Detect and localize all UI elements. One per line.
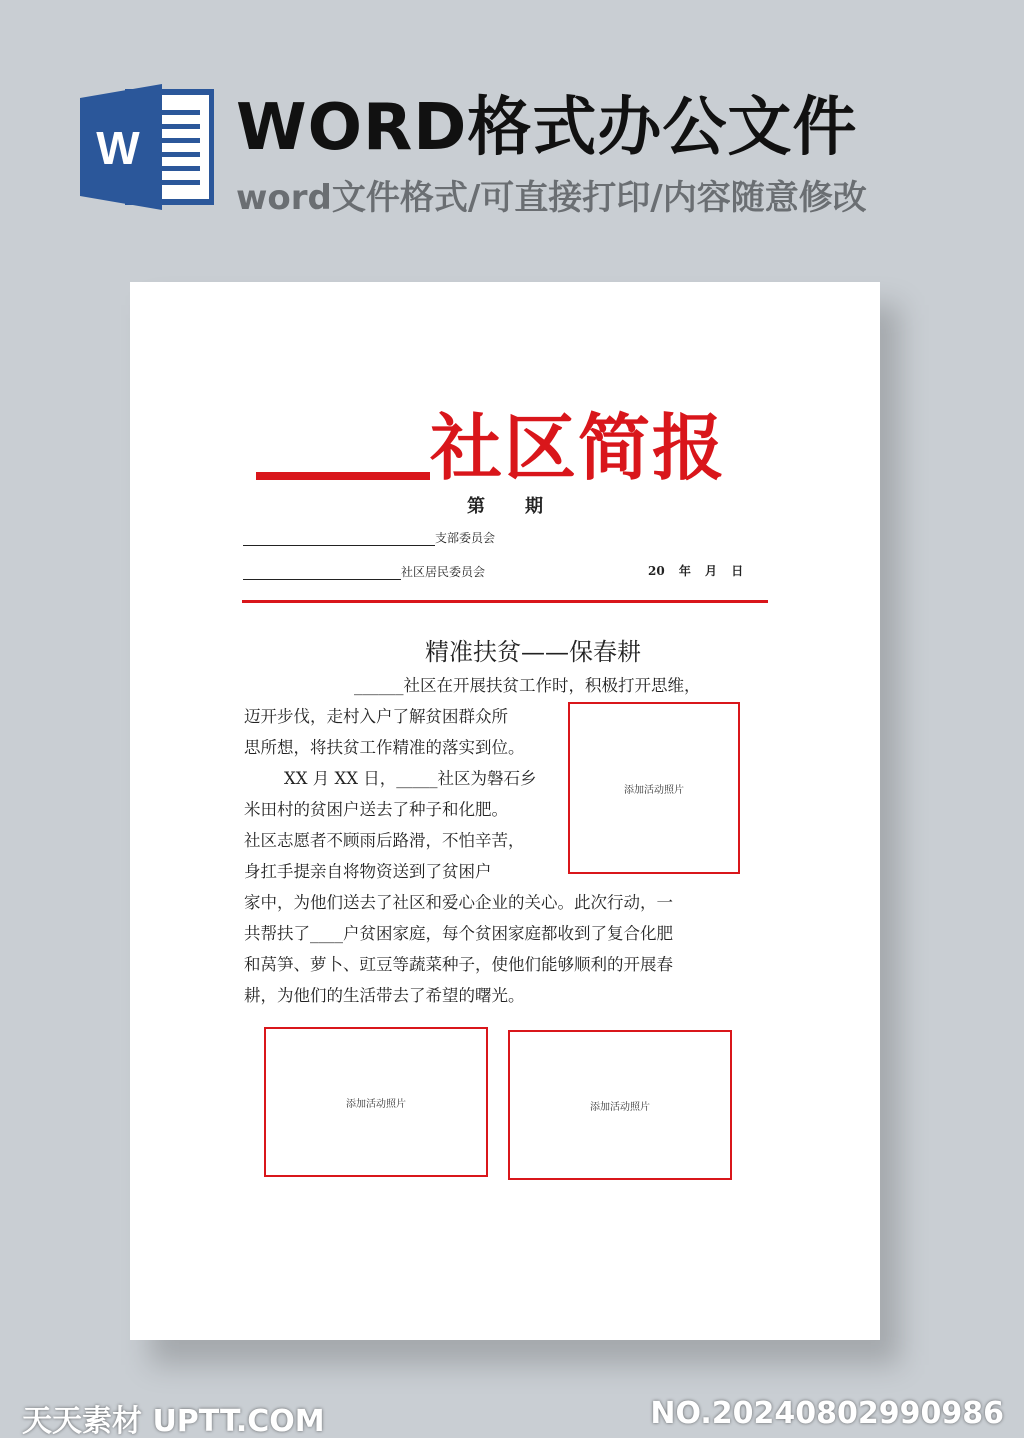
paragraph-line: 家中，为他们送去了社区和爱心企业的关心。此次行动，一 (244, 893, 673, 912)
banner-title: WORD格式办公文件 (236, 91, 858, 165)
word-logo-letter: W (96, 122, 140, 174)
paragraph-line: XX 月 XX 日，_____社区为磐石乡 (284, 769, 537, 788)
banner-subtitle: word文件格式/可直接打印/内容随意修改 (236, 178, 867, 218)
paragraph-line: 和莴笋、萝卜、豇豆等蔬菜种子，使他们能够顺利的开展春 (244, 955, 673, 974)
article-title: 精准扶贫——保春耕 (425, 638, 641, 666)
date-line: 20 年 月 日 (648, 564, 744, 578)
watermark-number: NO.20240802990986 (650, 1396, 1004, 1431)
photo-placeholder-label: 添加活动照片 (590, 1101, 650, 1113)
issue-suffix: 期 (525, 496, 543, 517)
document-title: 社区简报 (430, 405, 727, 490)
branch-committee-line (243, 526, 495, 546)
issue-prefix: 第 (467, 496, 485, 517)
residents-committee-label: 社区居民委员会 (401, 565, 486, 579)
banner (0, 0, 1024, 250)
photo-placeholder-2[interactable] (264, 1027, 488, 1177)
paragraph-line: 社区志愿者不顾雨后路滑，不怕辛苦， (244, 831, 525, 850)
paragraph-line: 身扛手提亲自将物资送到了贫困户 (244, 862, 492, 881)
header-red-rule (242, 600, 768, 603)
photo-placeholder-label: 添加活动照片 (346, 1098, 406, 1110)
issue-number (130, 492, 880, 518)
document-page (130, 282, 880, 1340)
paragraph-line: 耕，为他们的生活带去了希望的曙光。 (244, 986, 525, 1005)
photo-placeholder-1[interactable] (568, 702, 740, 874)
paragraph-line: 米田村的贫困户送去了种子和化肥。 (244, 800, 508, 819)
word-document-icon (80, 84, 214, 210)
residents-committee-line (243, 560, 485, 580)
photo-placeholder-3[interactable] (508, 1030, 732, 1180)
title-underline-blank (256, 472, 430, 480)
photo-placeholder-label: 添加活动照片 (624, 784, 684, 796)
paragraph-line: ______社区在开展扶贫工作时，积极打开思维， (354, 676, 701, 695)
paragraph-line: 共帮扶了____户贫困家庭，每个贫困家庭都收到了复合化肥 (244, 924, 673, 943)
watermark-site: 天天素材 UPTT.COM (22, 1404, 325, 1438)
branch-committee-label: 支部委员会 (435, 531, 496, 545)
paragraph-line: 思所想，将扶贫工作精准的落实到位。 (244, 738, 525, 757)
paragraph-line: 迈开步伐，走村入户了解贫困群众所 (244, 707, 508, 726)
